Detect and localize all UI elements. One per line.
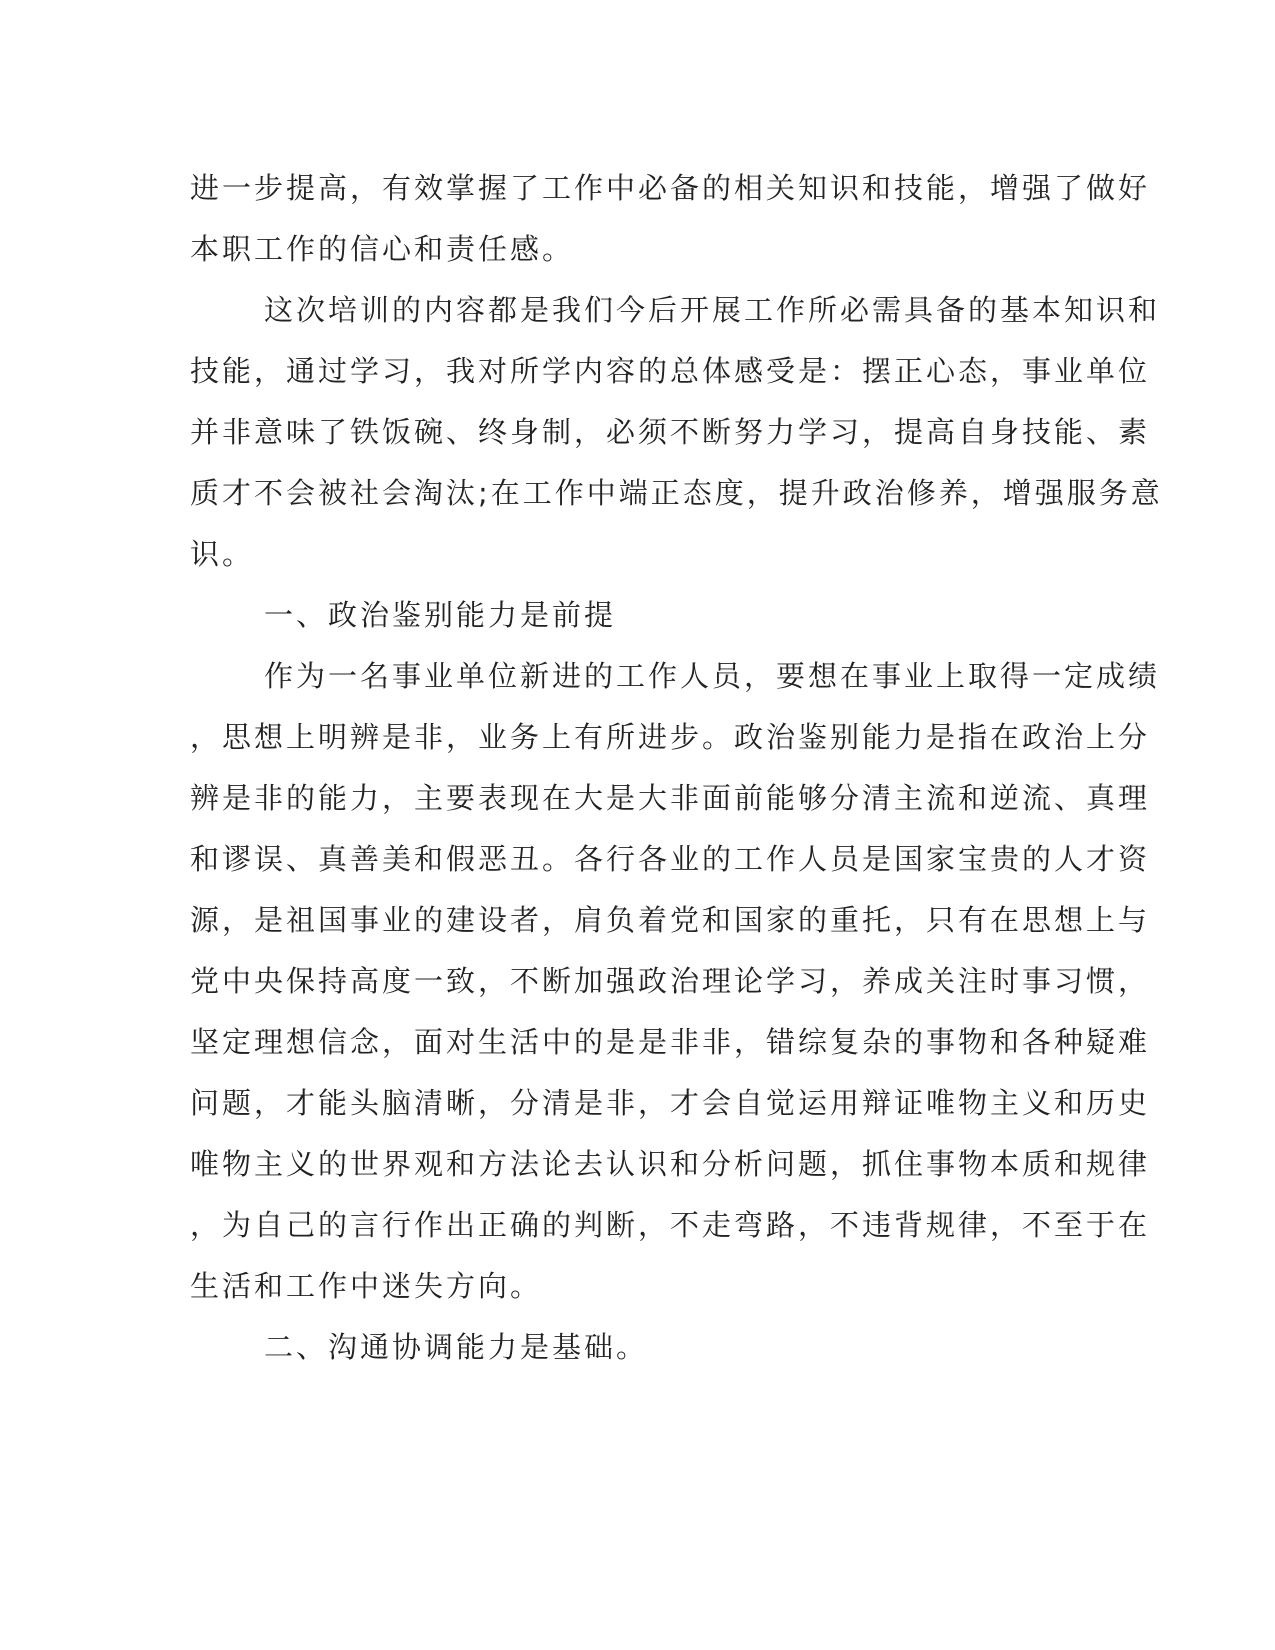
body-line: 辨是非的能力，主要表现在大是大非面前能够分清主流和逆流、真理 [190,781,1151,815]
document-body [190,158,1163,1378]
section-heading: 二、沟通协调能力是基础。 [264,1330,649,1364]
body-line: 作为一名事业单位新进的工作人员，要想在事业上取得一定成绩 [264,659,1161,693]
body-line: 本职工作的信心和责任感。 [190,232,575,266]
body-line: ，为自己的言行作出正确的判断，不走弯路，不违背规律，不至于在 [190,1208,1151,1242]
body-line: 问题，才能头脑清晰，分清是非，才会自觉运用辩证唯物主义和历史 [190,1086,1151,1120]
body-line: 质才不会被社会淘汰;在工作中端正态度，提升政治修养，增强服务意 [190,476,1163,510]
body-line: 党中央保持高度一致，不断加强政治理论学习，养成关注时事习惯， [190,964,1151,998]
body-line: 进一步提高，有效掌握了工作中必备的相关知识和技能，增强了做好 [190,171,1151,205]
body-line: 生活和工作中迷失方向。 [190,1269,543,1303]
body-line: 唯物主义的世界观和方法论去认识和分析问题，抓住事物本质和规律 [190,1147,1151,1181]
body-line: 坚定理想信念，面对生活中的是是非非，错综复杂的事物和各种疑难 [190,1025,1151,1059]
body-line: 识。 [190,537,255,571]
section-heading: 一、政治鉴别能力是前提 [264,598,617,632]
body-line: ，思想上明辨是非，业务上有所进步。政治鉴别能力是指在政治上分 [190,720,1151,754]
body-line: 技能，通过学习，我对所学内容的总体感受是：摆正心态，事业单位 [190,354,1151,388]
body-line: 并非意味了铁饭碗、终身制，必须不断努力学习，提高自身技能、素 [190,415,1151,449]
body-line: 这次培训的内容都是我们今后开展工作所必需具备的基本知识和 [264,293,1161,327]
body-line: 和谬误、真善美和假恶丑。各行各业的工作人员是国家宝贵的人才资 [190,842,1151,876]
body-line: 源，是祖国事业的建设者，肩负着党和国家的重托，只有在思想上与 [190,903,1151,937]
